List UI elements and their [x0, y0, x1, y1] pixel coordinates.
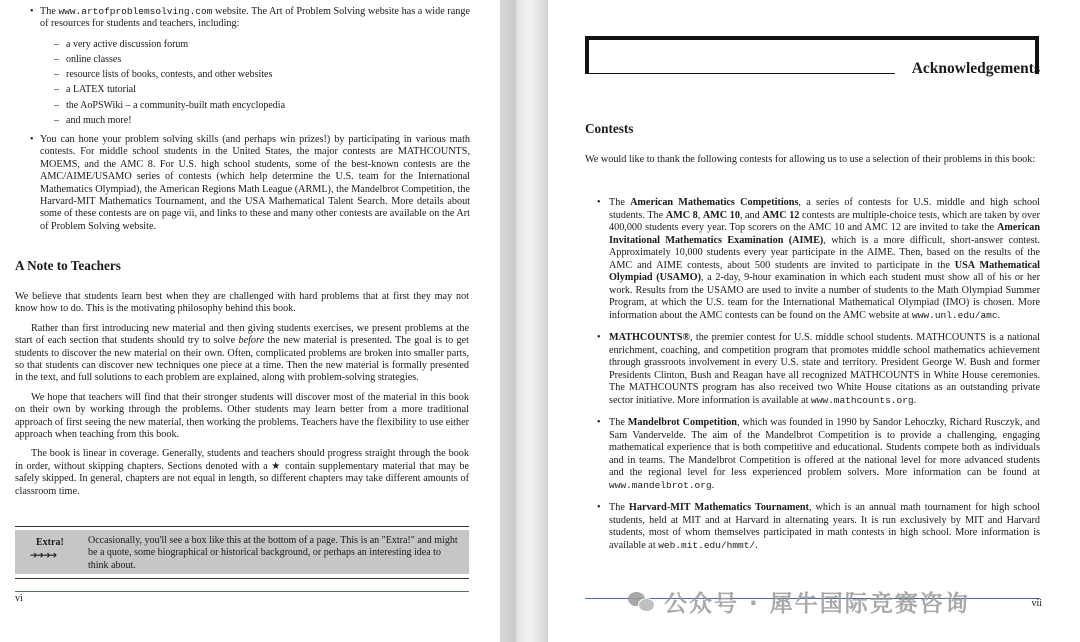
wechat-watermark [628, 583, 970, 619]
resource-bullets [30, 6, 470, 233]
mathcounts-url: www.mathcounts.org [811, 394, 914, 406]
book-gutter [500, 0, 548, 642]
paragraph: Rather than first introducing new material and then giving students exercises, we present problems at the start of each section that students should try to solve before the new material is presented. The goal is to get students to discover the new material on their own. Often, complicated problems are broken into smaller parts, so that students can discover new techniques one piece at a time. Then the new material is formally presented in the text, and full solutions to each problem are explained, along with problem-solving strategies. [15, 322, 469, 384]
page-number: vii [1031, 598, 1042, 609]
intro-paragraph: We would like to thank the following contests for allowing us to use a selection of their problems in this book: [585, 154, 1036, 165]
right-page [548, 0, 1080, 642]
amc-url: www.unl.edu/amc [912, 309, 998, 321]
hmmt-url: web.mit.edu/hmmt/ [658, 539, 756, 551]
mathcounts-item: • MATHCOUNTS®, the premier contest for U.S. middle school students. MATHCOUNTS is a national enrichment, coaching, and competition program that promotes middle school mathematics achievement through grassroots involvement in every U.S. state and territory. President George W. Bush and former Presidents Clinton, Bush and Reagan have all recognized MATHCOUNTS in White House ceremonies. The MATHCOUNTS program has also received two White House citations as an outstanding private sector initiative. More information is available at www.mathcounts.org. [597, 332, 1040, 407]
contests-heading: Contests [585, 121, 634, 136]
extra-box-bottom-rule [15, 578, 469, 579]
aops-url: www.artofproblemsolving.com [58, 6, 213, 17]
teachers-heading: A Note to Teachers [15, 258, 121, 273]
extra-label: Extra! [36, 537, 64, 548]
page-title: Acknowledgements [911, 60, 1040, 77]
paragraph: The book is linear in coverage. Generally, students and teachers should progress straight through the book in order, without skipping chapters. Sections denoted with a ★ contain supplementary material that may be safely skipped. In general, chapters are not equal in length, so different chapters may take different amounts of classroom time. [15, 448, 469, 497]
title-rule [585, 73, 895, 74]
list-item: – resource lists of books, contests, and other websites [54, 67, 470, 82]
list-item: – and much more! [54, 113, 470, 128]
footer-rule [15, 591, 469, 592]
extra-box [15, 530, 469, 574]
wechat-icon [628, 590, 654, 612]
hmmt-item: • The Harvard-MIT Mathematics Tournament, which is an annual math tournament for high school students, held at MIT and at Harvard in alternating years. It is run exclusively by MIT and Harvard students, most of whom themselves participated in math contests in high school. More information is available at web.mit.edu/hmmt/. [597, 502, 1040, 552]
contest-list [597, 197, 1040, 562]
aops-website-bullet: • The www.artofproblemsolving.com website. The Art of Problem Solving website has a wide range of resources for students and teachers, including: – a very active discussion forum – online classes – resource lists of books, contests, and other websites – a LATEX tutorial – the AoPSWiki – a community-built math encyclopedia – and much more! [30, 6, 470, 128]
list-item: – online classes [54, 52, 470, 67]
amc-item: • The American Mathematics Competitions, a series of contests for U.S. middle and high school students. The AMC 8, AMC 10, and AMC 12 contests are multiple-choice tests, which are taken by over 400,000 students every year. Top scorers on the AMC 10 and AMC 12 are invited to take the American Invitational Mathematics Examination (AIME), which is a more difficult, short-answer contest. Approximately 10,000 students every year participate in the AIME. Then, based on the results of the AMC and AIME contests, about 500 students are invited to participate in the USA Mathematical Olympiad (USAMO), a 2-day, 9-hour examination in which each student must show all of his or her work. Results from the USAMO are used to invite a number of students to the Math Olympiad Summer Program, at which the U.S. team for the International Mathematical Olympiad (IMO) is chosen. More information about the AMC contests can be found on the AMC website at www.unl.edu/amc. [597, 197, 1040, 322]
paragraph: We hope that teachers will find that their stronger students will discover most of the material in this book on their own by working through the problems. Other students may learn better from a more traditional approach of first seeing the new material, then working the problems. Teachers have the flexibility to use either approach when teaching from this book. [15, 391, 469, 441]
mandelbrot-url: www.mandelbrot.org [609, 479, 712, 491]
contests-bullet: • You can hone your problem solving skills (and perhaps win prizes!) by participating in various math contests. For middle school students in the United States, the major contests are MATHCOUNTS, MOEMS, and the AMC 8. For U.S. high school students, some of the best-known contests are the AMC/AIME/USAMO series of contests (which help determine the U.S. team for the International Mathematics Olympiad), the American Regions Math League (ARML), the Mandelbrot Competition, the Harvard-MIT Mathematics Tournament, and the USA Mathematical Talent Search. More details about some of these contests are on page vii, and links to these and many other contests are available on the Art of Problem Solving website. [30, 134, 470, 233]
list-item: – a very active discussion forum [54, 37, 470, 52]
paragraph: We believe that students learn best when they are challenged with hard problems that at first they may not know how to do. This is the motivating philosophy behind this book. [15, 291, 469, 315]
extra-box-top-rule [15, 526, 469, 527]
page-number: vi [15, 593, 23, 604]
extra-text: Occasionally, you'll see a box like this at the bottom of a page. This is an "Extra!" and might be a quote, some biographical or historical background, or perhaps an interesting idea to think about. [88, 535, 458, 571]
watermark-text: 公众号 · 犀牛国际竞赛咨询 [664, 590, 970, 617]
resource-sublist [54, 37, 470, 128]
left-page [0, 0, 500, 642]
arrows-icon: ➔➔➔➔ [30, 550, 57, 560]
list-item: – a LATEX tutorial [54, 82, 470, 97]
list-item: – the AoPSWiki – a community-built math encyclopedia [54, 98, 470, 113]
mandelbrot-item: • The Mandelbrot Competition, which was founded in 1990 by Sandor Lehoczky, Richard Rusczyk, and Sam Vandervelde. The aim of the Mandelbrot Competition is to provide a challenging, engaging mathematical experience that is both competitive and educational. Students compete both as individuals and in teams. The Mandelbrot Competition is offered at the national level for more advanced students and the regional level for less experienced problem solvers. More information can be found at www.mandelbrot.org. [597, 417, 1040, 492]
teachers-paragraphs [15, 291, 469, 505]
